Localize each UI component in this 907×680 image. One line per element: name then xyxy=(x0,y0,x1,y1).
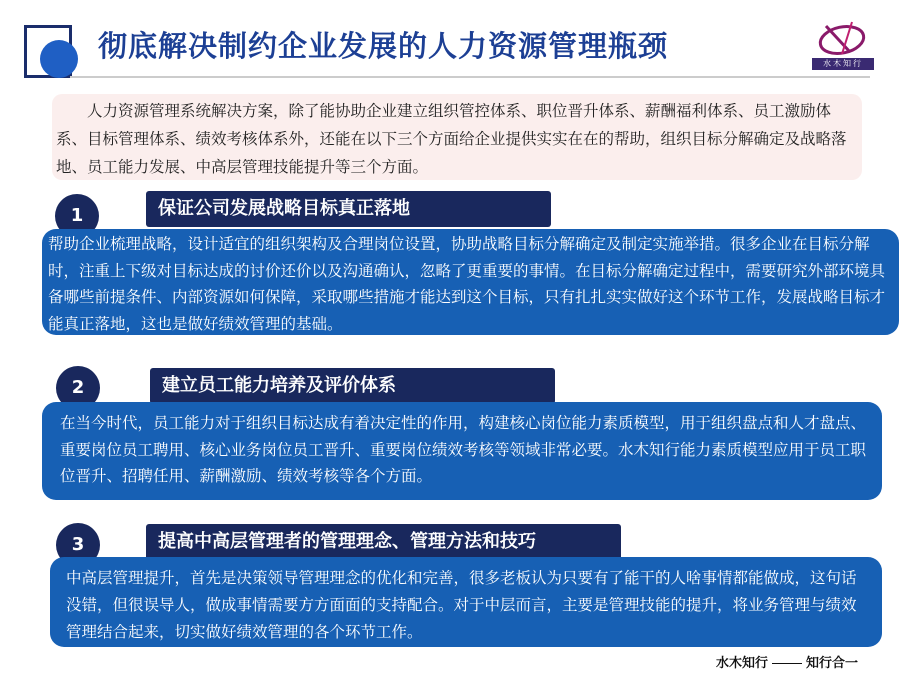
section-2-heading: 建立员工能力培养及评价体系 xyxy=(150,368,555,404)
section-1-heading: 保证公司发展战略目标真正落地 xyxy=(146,191,551,227)
section-2-number: 2 xyxy=(71,377,85,398)
title-divider xyxy=(70,76,870,78)
section-3-panel xyxy=(50,557,882,647)
section-1-body: 帮助企业梳理战略，设计适宜的组织架构及合理岗位设置，协助战略目标分解确定及制定实施举措。很多企业在目标分解时，注重上下级对目标达成的讨价还价以及沟通确认，忽略了更重要的事情。在目标分解确定过程中，需要研究外部环境具备哪些前提条件、内部资源如何保障，采取哪些措施才能达到这个目标，只有扎扎实实做好这个环节工作，发展战略目标才能真正落地，这也是做好绩效管理的基础。 xyxy=(48,235,886,333)
section-1-panel xyxy=(42,229,899,335)
footer-underline-divider xyxy=(772,663,802,664)
intro-paragraph: 人力资源管理系统解决方案，除了能协助企业建立组织管控体系、职位晋升体系、薪酬福利体系、员工激励体系、目标管理体系、绩效考核体系外，还能在以下三个方面给企业提供实实在在的帮助，组织目标分解确定及战略落地、员工能力发展、中高层管理技能提升等三个方面。 xyxy=(52,94,862,180)
footer-slogan xyxy=(716,652,858,671)
company-logo xyxy=(812,18,874,70)
corner-circle-decoration xyxy=(40,40,78,78)
logo-caption: 水木知行 xyxy=(812,58,874,70)
section-2-body: 在当今时代，员工能力对于组织目标达成有着决定性的作用，构建核心岗位能力素质模型，用于组织盘点和人才盘点、重要岗位员工聘用、核心业务岗位员工晋升、重要岗位绩效考核等领域非常必要。水木知行能力素质模型应用于员工职位晋升、招聘任用、薪酬激励、绩效考核等各个方面。 xyxy=(60,414,867,485)
logo-emblem-icon xyxy=(812,18,874,60)
section-1-number: 1 xyxy=(70,205,84,226)
footer-motto: 知行合一 xyxy=(806,656,859,671)
section-2-panel xyxy=(42,402,882,500)
footer-brand: 水木知行 xyxy=(716,656,769,671)
page-title: 彻底解决制约企业发展的人力资源管理瓶颈 xyxy=(98,29,669,63)
section-3-number: 3 xyxy=(71,534,85,555)
section-3-body: 中高层管理提升，首先是决策领导管理理念的优化和完善，很多老板认为只要有了能干的人啥事情都能做成，这句话没错，但很误导人，做成事情需要方方面面的支持配合。对于中层而言，主要是管理技能的提升，将业务管理与绩效管理结合起来，切实做好绩效管理的各个环节工作。 xyxy=(66,569,857,641)
section-3-heading: 提高中高层管理者的管理理念、管理方法和技巧 xyxy=(146,524,621,560)
